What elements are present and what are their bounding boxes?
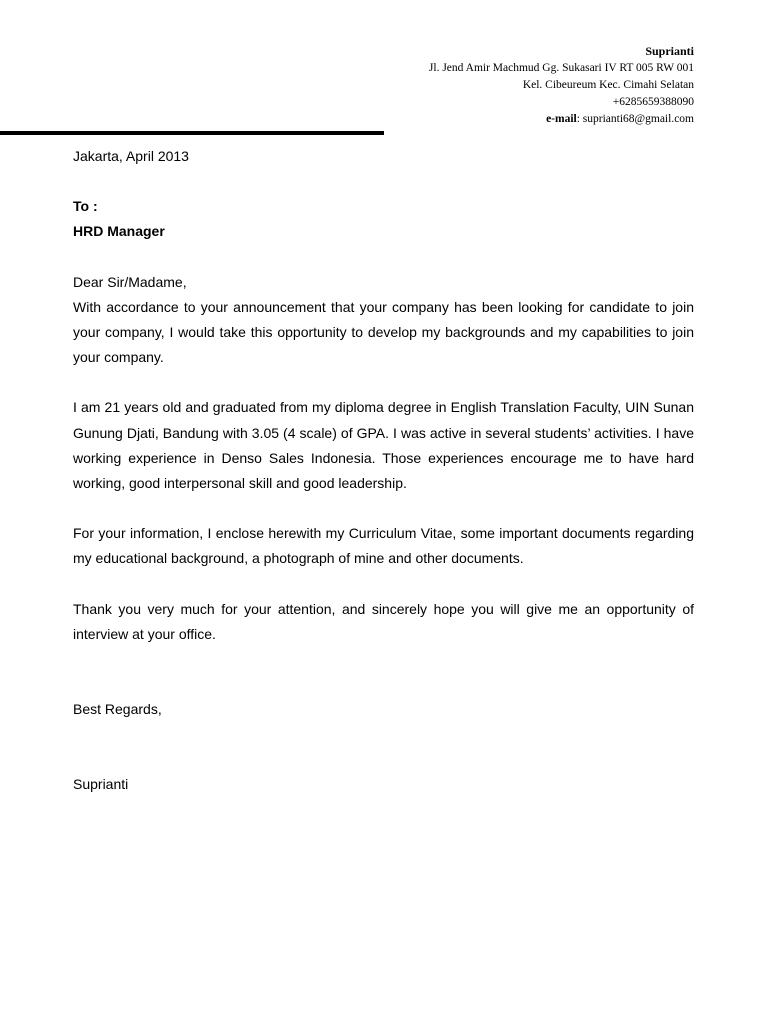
- signature: Suprianti: [73, 776, 129, 793]
- to-label: To :: [73, 198, 98, 215]
- email-label: e-mail: [546, 113, 577, 125]
- sender-address-line1: Jl. Jend Amir Machmud Gg. Sukasari IV RT 005 RW 001: [428, 62, 694, 74]
- recipient: HRD Manager: [73, 223, 165, 240]
- paragraph-thanks: Thank you very much for your attention, and sincerely hope you will give me an opportunity of interview at your office.: [73, 600, 694, 642]
- letter-body: [73, 144, 694, 797]
- paragraph-enclosure: For your information, I enclose herewith my Curriculum Vitae, some important documents regarding my educational background, a photograph of mine and other documents.: [73, 525, 694, 567]
- sender-address-line2: Kel. Cibeureum Kec. Cimahi Selatan: [522, 79, 694, 91]
- sender-email: suprianti68@gmail.com: [582, 113, 694, 125]
- sender-email-line: e-mail: suprianti68@gmail.com: [546, 113, 694, 125]
- header-divider: [0, 131, 384, 135]
- sender-name: Suprianti: [645, 44, 694, 58]
- paragraph-intro: With accordance to your announcement that your company has been looking for candidate to join your company, I would take this opportunity to develop my backgrounds and my capabilities to join your company.: [73, 298, 694, 366]
- sender-phone: +6285659388090: [612, 96, 694, 108]
- paragraph-background: I am 21 years old and graduated from my diploma degree in English Translation Faculty, UIN Sunan Gunung Djati, Bandung with 3.05 (4 scale) of GPA. I was active in several students’ activities. I have working experience in Denso Sales Indonesia. Those experiences encourage me to have hard working, good interpersonal skill and good leadership.: [73, 399, 694, 492]
- salutation: Dear Sir/Madame,: [73, 273, 187, 290]
- sender-header: [429, 43, 694, 128]
- closing: Best Regards,: [73, 701, 162, 718]
- place-date: Jakarta, April 2013: [73, 148, 189, 164]
